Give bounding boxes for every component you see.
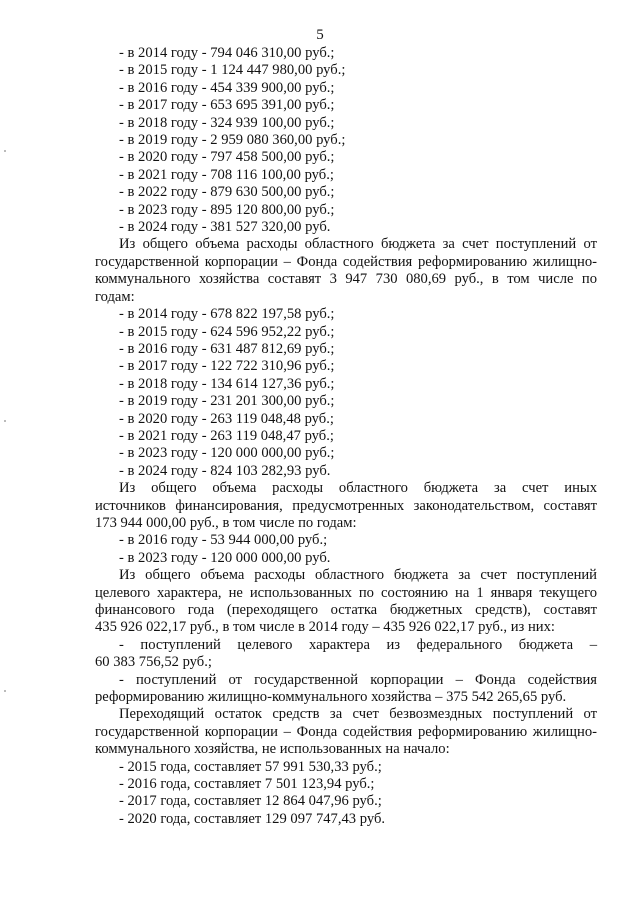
paragraph-remaining-balance [95, 706, 597, 758]
list-item: - в 2024 году - 824 103 282,93 руб. [119, 462, 331, 479]
list-item: - в 2017 году - 122 722 310,96 руб.; [119, 358, 335, 375]
paragraph-line: коммунального хозяйства составят 3 947 730 080,69 руб., в том числе по [95, 271, 597, 288]
list-item: - в 2023 году - 120 000 000,00 руб. [119, 549, 331, 566]
paragraph-line: годам: [95, 288, 135, 305]
paragraph-other-sources [95, 480, 597, 532]
paragraph-fund-expenses [95, 236, 597, 306]
list-item: - в 2024 году - 381 527 320,00 руб. [119, 219, 331, 236]
list-item: - в 2018 году - 324 939 100,00 руб.; [119, 114, 335, 131]
fund-expense-list [95, 306, 597, 480]
list-item: - в 2014 году - 794 046 310,00 руб.; [119, 45, 335, 61]
paragraph-line: реформированию жилищно-коммунального хозяйства – 375 542 265,65 руб. [95, 689, 567, 706]
paragraph-line: 435 926 022,17 руб., в том числе в 2014 году – 435 926 022,17 руб., из них: [95, 619, 555, 636]
list-item: - в 2023 году - 120 000 000,00 руб.; [119, 445, 335, 462]
paragraph-carryover [95, 567, 597, 637]
list-item: - в 2021 году - 708 116 100,00 руб.; [119, 166, 334, 183]
list-item: - 2016 года, составляет 7 501 123,94 руб.; [119, 776, 375, 793]
paragraph-line: - поступлений целевого характера из федерального бюджета – [119, 636, 597, 653]
list-item: - 2015 года, составляет 57 991 530,33 руб.; [119, 758, 382, 775]
paragraph-line: коммунального хозяйства, не использованных на начало: [95, 741, 450, 758]
carryover-federal [95, 637, 597, 672]
scan-mark [4, 150, 6, 152]
document-body [95, 45, 597, 828]
list-item: - в 2021 году - 263 119 048,47 руб.; [119, 427, 334, 444]
scan-mark [4, 420, 6, 422]
paragraph-line: источников финансирования, предусмотренных законодательством, составят [95, 497, 597, 514]
list-item: - в 2020 году - 797 458 500,00 руб.; [119, 149, 335, 166]
list-item: - 2017 года, составляет 12 864 047,96 руб.; [119, 793, 382, 810]
list-item: - в 2020 году - 263 119 048,48 руб.; [119, 410, 334, 427]
paragraph-line: Из общего объема расходы областного бюджета за счет поступлений от [119, 236, 597, 253]
list-item: - 2020 года, составляет 129 097 747,43 руб. [119, 810, 386, 827]
remaining-balance-list [95, 759, 597, 829]
list-item: - в 2018 году - 134 614 127,36 руб.; [119, 375, 335, 392]
expense-list-2014-2024 [95, 45, 597, 236]
list-item: - в 2016 году - 53 944 000,00 руб.; [119, 532, 328, 549]
list-item: - в 2014 году - 678 822 197,58 руб.; [119, 306, 335, 323]
list-item: - в 2022 году - 879 630 500,00 руб.; [119, 184, 335, 201]
paragraph-line: 173 944 000,00 руб., в том числе по годам: [95, 514, 357, 531]
list-item: - в 2023 году - 895 120 800,00 руб.; [119, 201, 335, 218]
paragraph-line: Из общего объема расходы областного бюджета за счет поступлений [119, 567, 597, 584]
other-sources-list [95, 532, 597, 567]
list-item: - в 2017 году - 653 695 391,00 руб.; [119, 97, 335, 114]
list-item: - в 2019 году - 2 959 080 360,00 руб.; [119, 132, 346, 149]
carryover-fund [95, 672, 597, 707]
paragraph-line: целевого характера, не использованных по состоянию на 1 января текущего [95, 584, 597, 601]
paragraph-line: Переходящий остаток средств за счет безвозмездных поступлений от [119, 706, 597, 723]
list-item: - в 2015 году - 624 596 952,22 руб.; [119, 323, 335, 340]
paragraph-line: финансового года (переходящего остатка бюджетных средств), составят [95, 602, 597, 618]
paragraph-line: - поступлений от государственной корпорации – Фонда содействия [119, 671, 597, 688]
list-item: - в 2015 году - 1 124 447 980,00 руб.; [119, 62, 346, 79]
paragraph-line: Из общего объема расходы областного бюджета за счет иных [119, 480, 597, 497]
paragraph-line: государственной корпорации – Фонда содействия реформированию жилищно- [95, 253, 597, 270]
list-item: - в 2016 году - 454 339 900,00 руб.; [119, 79, 335, 96]
page-number: 5 [316, 27, 324, 43]
paragraph-line: 60 383 756,52 руб.; [95, 654, 212, 671]
scan-mark [4, 690, 6, 692]
list-item: - в 2019 году - 231 201 300,00 руб.; [119, 393, 335, 410]
paragraph-line: государственной корпорации – Фонда содействия реформированию жилищно- [95, 723, 597, 740]
list-item: - в 2016 году - 631 487 812,69 руб.; [119, 340, 335, 357]
